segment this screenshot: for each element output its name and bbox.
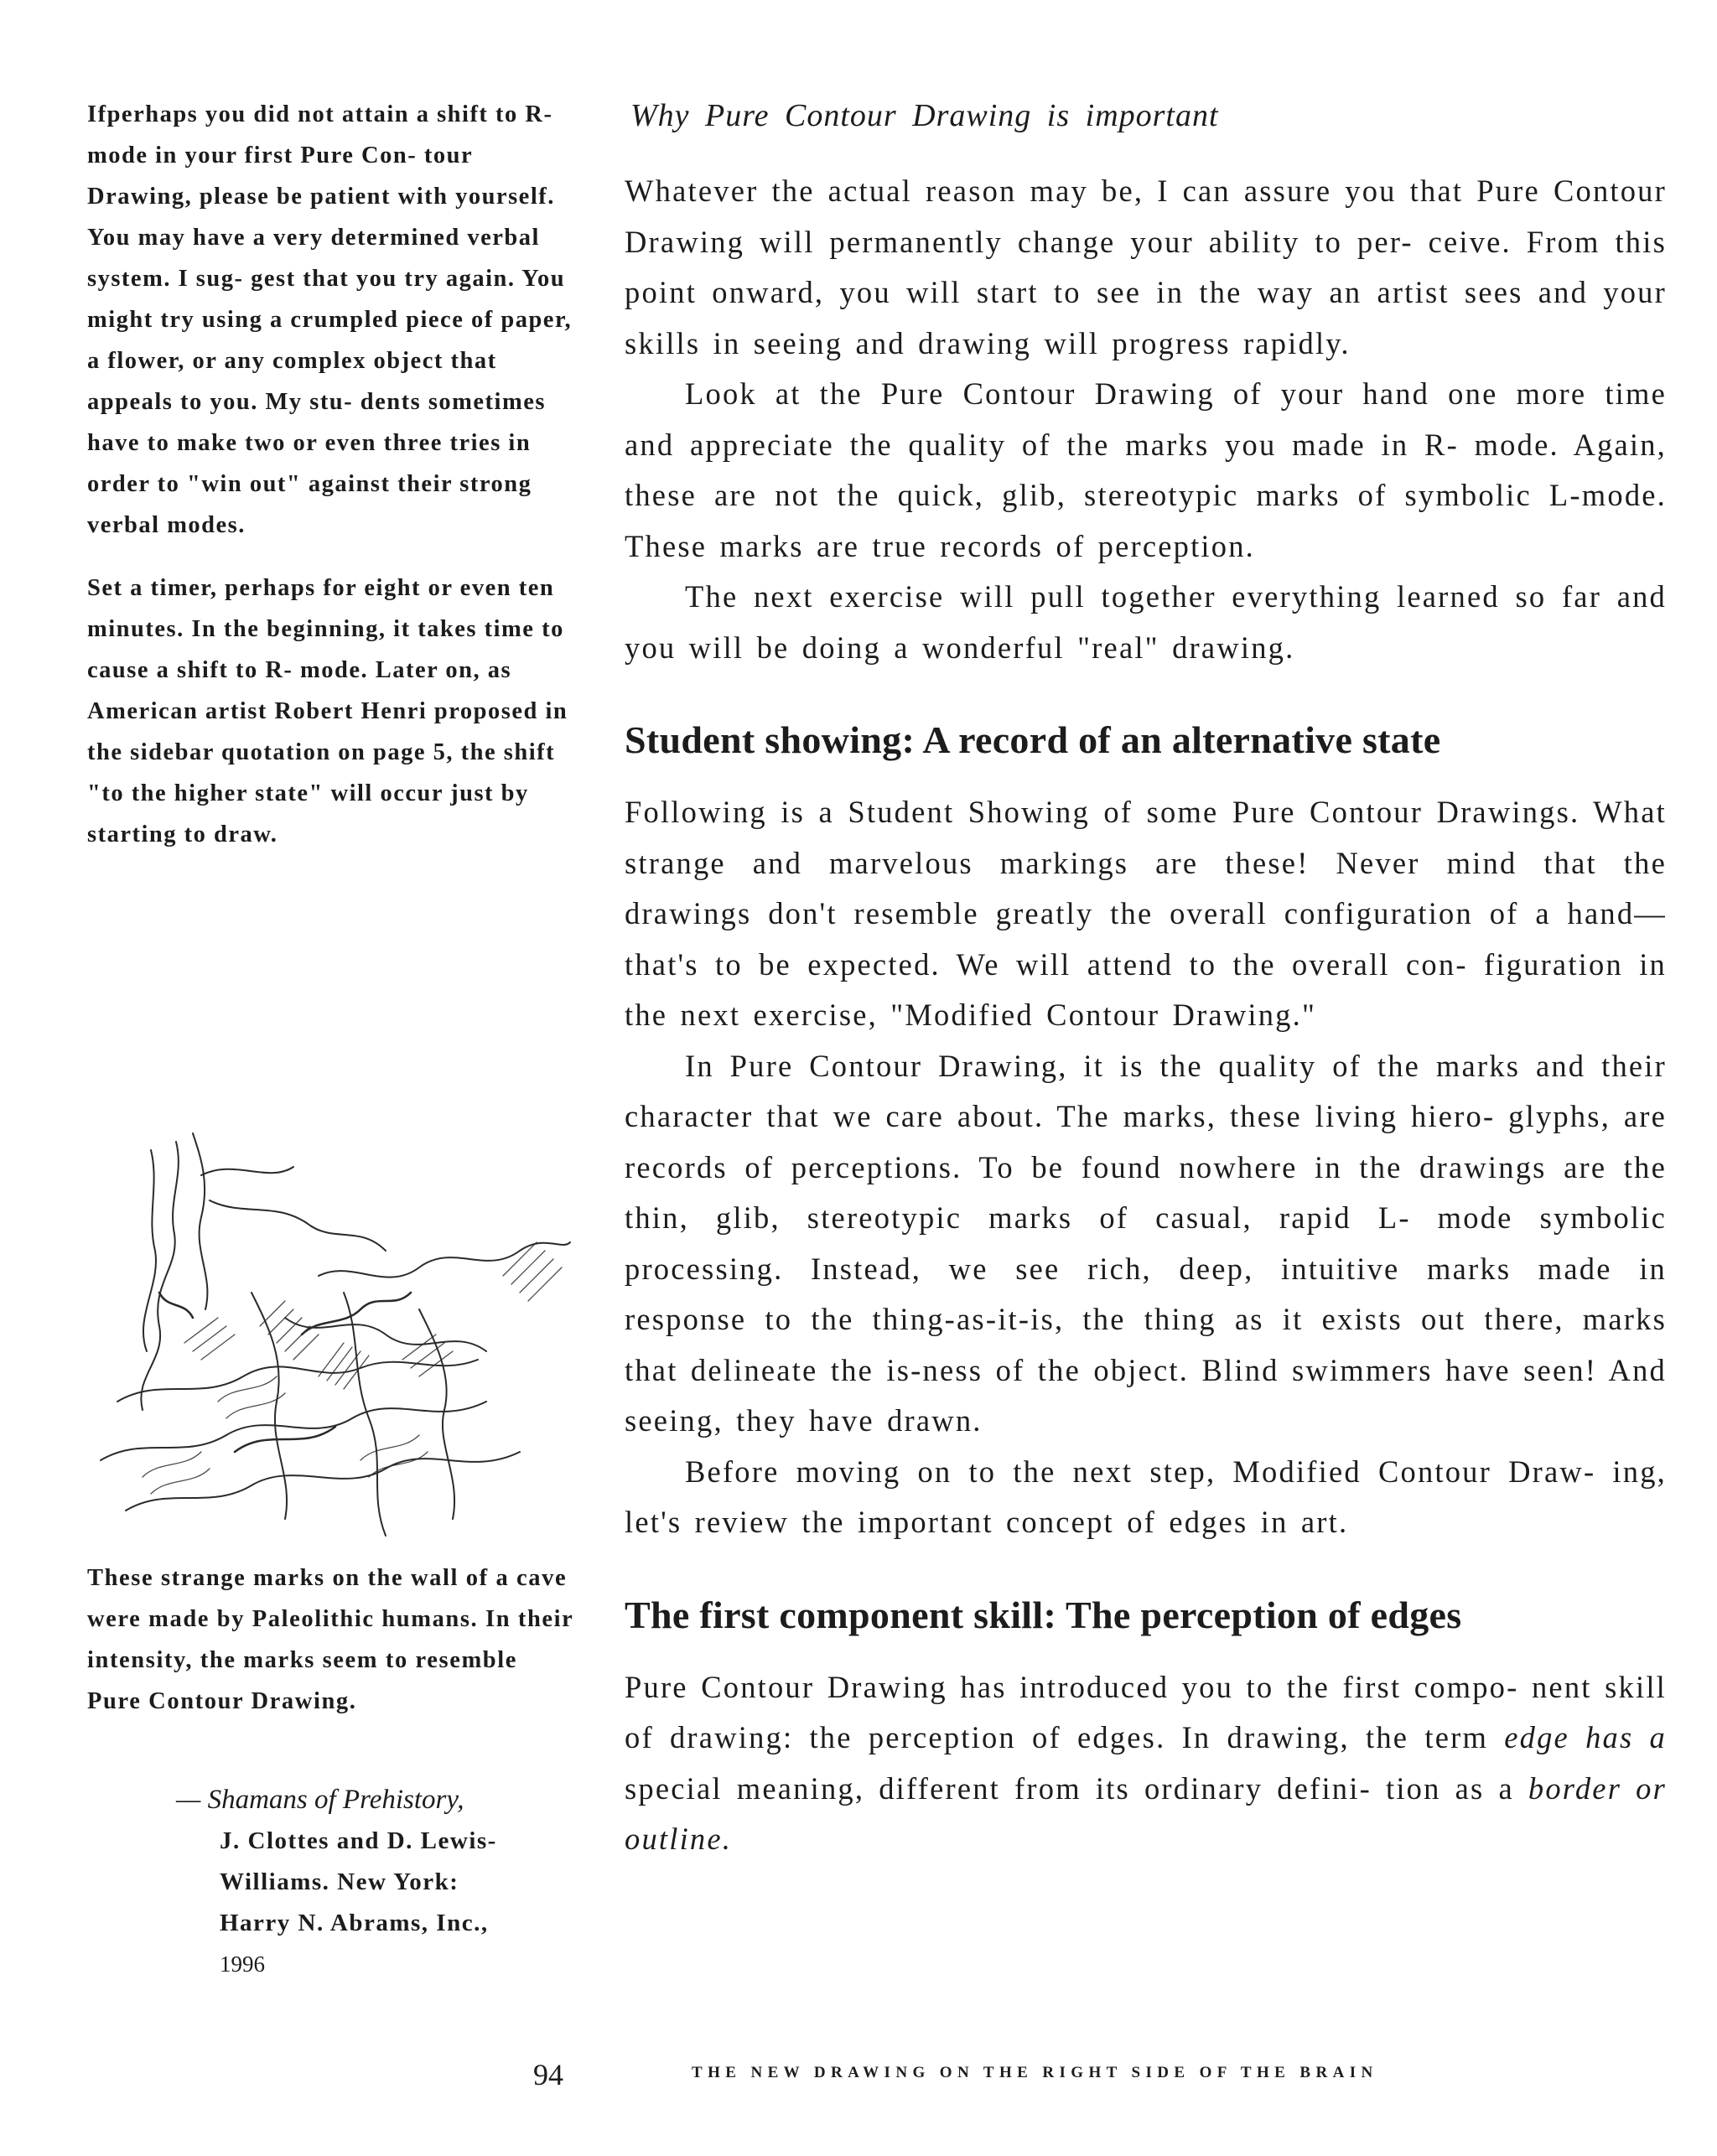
body-paragraph: Before moving on to the next step, Modified Contour Draw- ing, let's review the important concept of edges in art. [625, 1454, 1667, 1539]
emphasis-text: border or outline. [625, 1770, 1668, 1856]
credit-line: Harry N. Abrams, Inc., [220, 1910, 489, 1936]
credit-year: 1996 [220, 1951, 265, 1977]
body-paragraph: Whatever the actual reason may be, I can assure you that Pure Contour Drawing will permanently change your ability to per- ceive. From this point onward, you will start to see in the way an artist sees and your skills in seeing and drawing will progress rapidly. [625, 174, 1667, 360]
sidebar-column [87, 94, 578, 855]
page-number: 94 [533, 2058, 563, 2091]
credit-source: — Shamans of Prehistory, [176, 1785, 464, 1815]
body-text: special meaning, different from its ordinary defini- tion as a [625, 1770, 1528, 1806]
body-paragraph: Following is a Student Showing of some Pure Contour Drawings. What strange and marvelous markings are these! Never mind that the drawings don't resemble greatly the overall configuration of a hand—that's to be expected. We will attend to the overall con- figuration in the next exercise, "Modified Contour Drawing." [625, 795, 1667, 1032]
body-paragraph: In Pure Contour Drawing, it is the quality of the marks and their character that we care about. The marks, these living hiero- glyphs, are records of perceptions. To be found nowhere in the drawings are the thin, glib, stereotypic marks of casual, rapid L- mode symbolic processing. Instead, we see rich, deep, intuitive marks made in response to the thing-as-it-is, the thing as it exists out there, marks that delineate the is-ness of the object. Blind swimmers have seen! And seeing, they have drawn. [625, 1048, 1667, 1438]
section-kicker: Why Pure Contour Drawing is important [630, 98, 1219, 133]
sidebar-paragraph: Set a timer, perhaps for eight or even ten minutes. In the beginning, it takes time to cause a shift to R- mode. Later on, as American artist Robert Henri proposed in the sidebar quotation on page 5, the shift "to the higher state" will occur just by starting to draw. [87, 575, 568, 847]
credit-line: J. Clottes and D. Lewis- [220, 1827, 497, 1854]
body-paragraph [625, 1662, 1667, 1865]
cave-marks-drawing [67, 1125, 574, 1546]
main-body [625, 166, 1667, 1865]
body-paragraph: Look at the Pure Contour Drawing of your hand one more time and appreciate the quality of the marks you made in R- mode. Again, these are not the quick, glib, stereotypic marks of symbolic L-mode. These marks are true records of perception. [625, 376, 1667, 563]
section-heading: Student showing: A record of an alternative state [625, 718, 1441, 761]
emphasis-text: edge has a [1504, 1720, 1667, 1754]
body-paragraph: The next exercise will pull together everything learned so far and you will be doing a wonderful "real" drawing. [625, 579, 1667, 665]
credit-line: Williams. New York: [220, 1868, 459, 1895]
sidebar-paragraph: Ifperhaps you did not attain a shift to R-mode in your first Pure Con- tour Drawing, please be patient with yourself. You may have a very determined verbal system. I sug- gest that you try again. You might try using a crumpled piece of paper, a flower, or any complex object that appeals to you. My stu- dents sometimes have to make two or even three tries in order to "win out" against their strong verbal modes. [87, 101, 573, 538]
caption-text: These strange marks on the wall of a cave were made by Paleolithic humans. In their intensity, the marks seem to resemble Pure Contour Drawing. [87, 1565, 573, 1714]
section-heading: The first component skill: The perception of edges [625, 1593, 1462, 1636]
running-footer-title: THE NEW DRAWING ON THE RIGHT SIDE OF THE BRAIN [692, 2064, 1378, 2081]
figure-caption [87, 1557, 573, 1722]
main-column [625, 94, 1667, 1865]
figure-credit [176, 1779, 570, 1984]
body-text: Pure Contour Drawing has introduced you to the first compo- nent skill of drawing: the perception of edges. In drawing, the term [625, 1669, 1667, 1754]
